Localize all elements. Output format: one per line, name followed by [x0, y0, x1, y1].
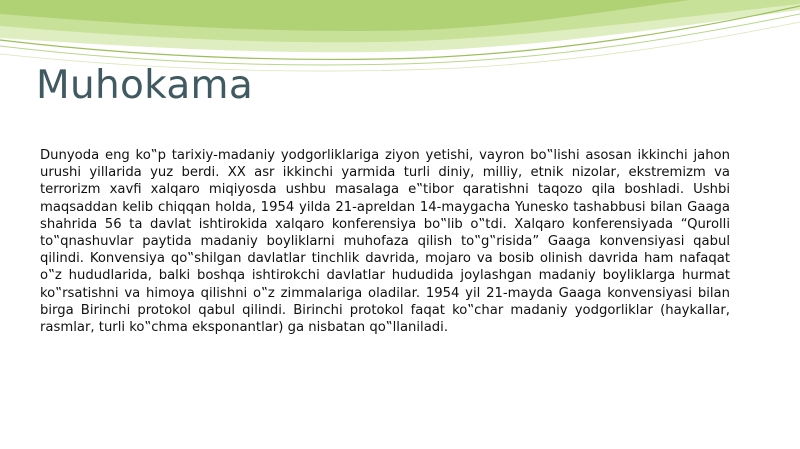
slide-body-paragraph: Dunyoda eng ko‟p tarixiy-madaniy yodgorliklariga ziyon yetishi, vayron bo‟lishi asosan ikkinchi jahon urushi yillarida yuz berdi. XX asr ikkinchi yarmida turli diniy, milliy, etnik nizolar, ekstremizm va terrorizm xavfi xalqaro miqiyosda ushbu masalaga e‟tibor qaratishni taqozo qila boshladi. Ushbi maqsaddan kelib chiqqan holda, 1954 yilda 21-apreldan 14-maygacha Yunesko tashabbusi bilan Gaaga shahrida 56 ta davlat ishtirokida xalqaro konferensiya bo‟lib o‟tdi. Xalqaro konferensiyada “Qurolli to‟qnashuvlar paytida madaniy boyliklarni muhofaza qilish to‟g‟risida” Gaaga konvensiyasi qabul qilindi. Konvensiya qo‟shilgan davlatlar tinchlik davrida, mojaro va bosib olinish davrida ham nafaqat o‟z hududlarida, balki boshqa ishtirokchi davlatlar hududida joylashgan madaniy boyliklarga hurmat ko‟rsatishni va himoya qilishni o‟z zimmalariga oladilar. 1954 yil 21-mayda Gaaga konvensiyasi bilan birga Birinchi protokol qabul qilindi. Birinchi protokol faqat ko‟char madaniy yodgorliklar (haykallar, rasmlar, turli ko‟chma eksponantlar) ga nisbatan qo‟llaniladi.: [40, 148, 730, 336]
slide-title: Muhokama: [36, 63, 254, 108]
